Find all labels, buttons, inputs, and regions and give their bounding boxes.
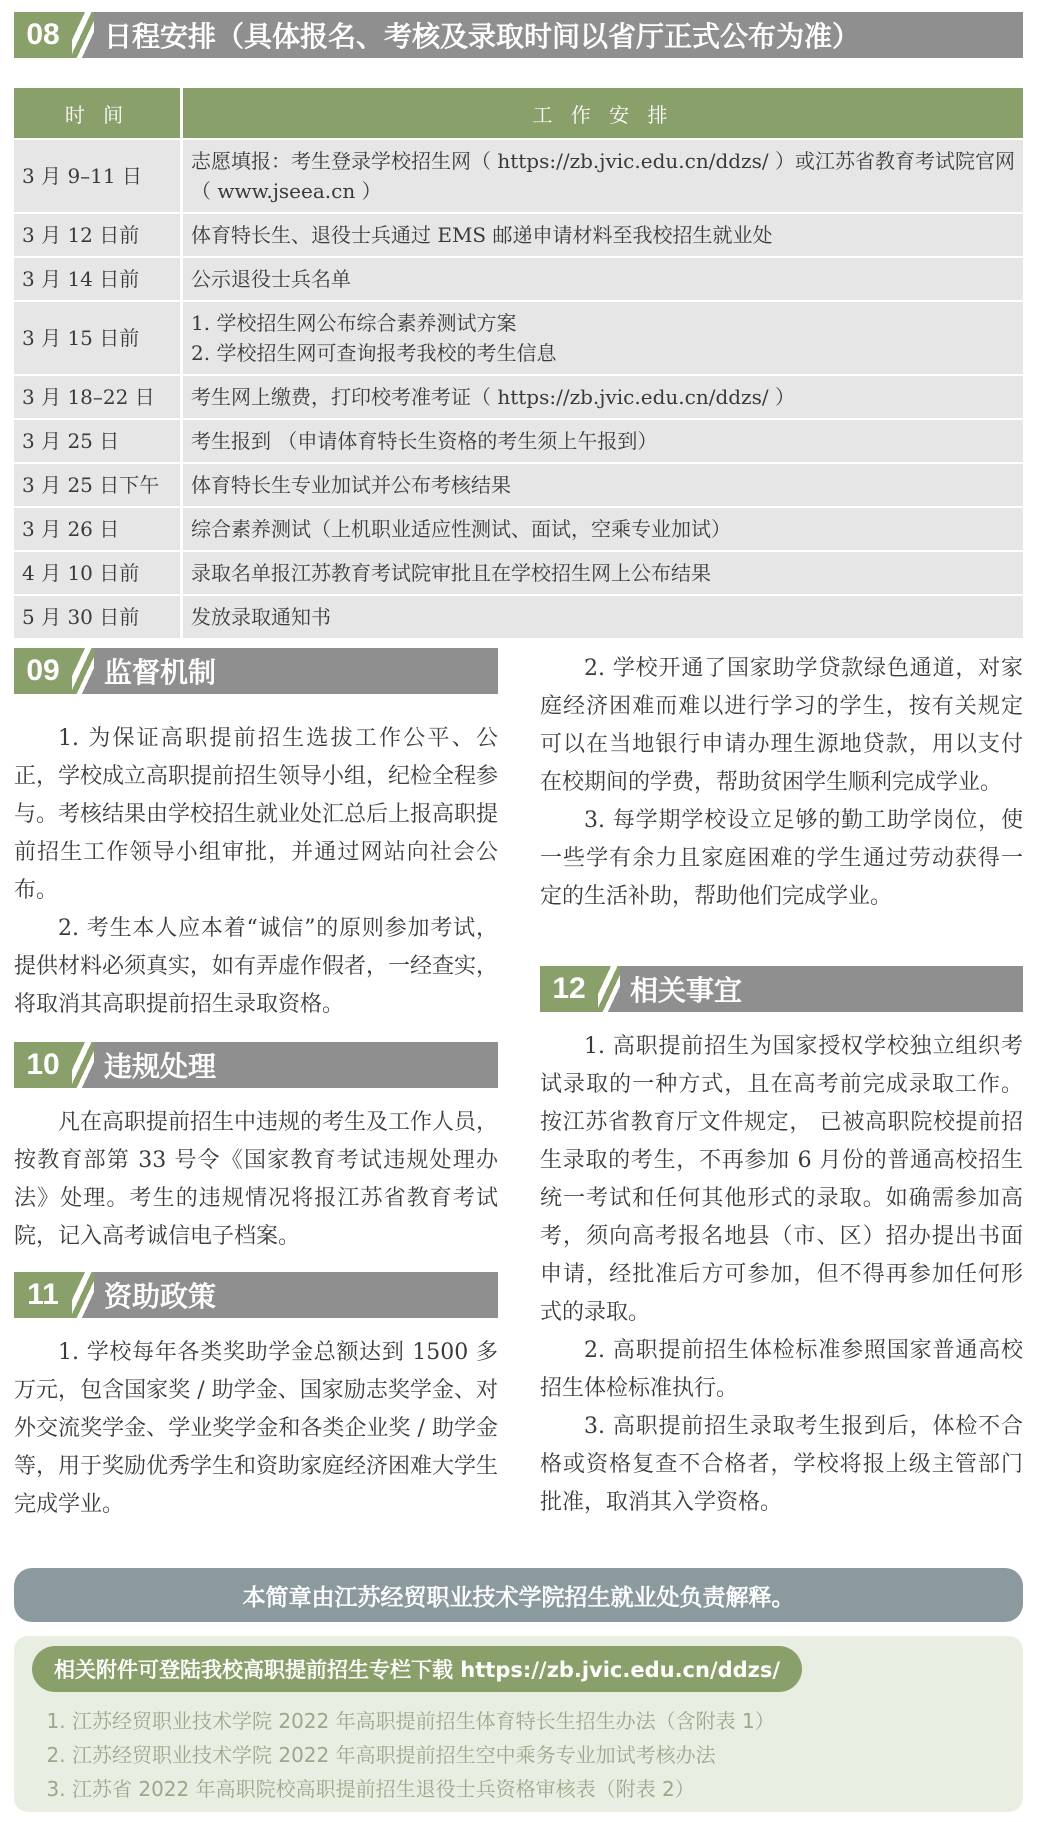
interpretation-notice: 本简章由江苏经贸职业技术学院招生就业处负责解释。 [14, 1568, 1023, 1622]
table-header-time: 时 间 [14, 88, 182, 139]
paragraph: 2. 学校开通了国家助学贷款绿色通道，对家庭经济困难而难以进行学习的学生，按有关规定可以在当地银行申请办理生源地贷款，用以支付在校期间的学费，帮助贫困学生顺利完成学业。 [540, 656, 1023, 795]
cell-task: 体育特长生、退役士兵通过 EMS 邮递申请材料至我校招生就业处 [182, 213, 1024, 257]
table-row [14, 213, 1023, 257]
table-header-task: 工 作 安 排 [182, 88, 1024, 139]
table-row [14, 301, 1023, 375]
cell-task: 志愿填报：考生登录学校招生网（ https://zb.jvic.edu.cn/ddzs/ ）或江苏省教育考试院官网（ www.jseea.cn ） [182, 139, 1024, 213]
cell-task: 综合素养测试（上机职业适应性测试、面试，空乘专业加试） [182, 507, 1024, 551]
attachments-panel [14, 1636, 1023, 1812]
cell-time: 3 月 9–11 日 [14, 139, 182, 213]
slash-decoration [598, 966, 620, 1012]
cell-time: 3 月 14 日前 [14, 257, 182, 301]
section-number: 08 [14, 12, 72, 58]
section-11-header [14, 1272, 498, 1318]
section-title: 日程安排（具体报名、考核及录取时间以省厅正式公布为准） [94, 12, 1023, 58]
section-title: 监督机制 [94, 648, 498, 694]
section-number: 12 [540, 966, 598, 1012]
cell-time: 3 月 25 日 [14, 419, 182, 463]
slash-decoration [72, 12, 94, 58]
section-number: 11 [14, 1272, 72, 1318]
attachments-header: 相关附件可登陆我校高职提前招生专栏下载 https://zb.jvic.edu.cn/ddzs/ [32, 1646, 802, 1692]
table-row [14, 463, 1023, 507]
paragraph: 3. 每学期学校设立足够的勤工助学岗位，使一些学有余力且家庭困难的学生通过劳动获得一定的生活补助，帮助他们完成学业。 [540, 808, 1023, 909]
cell-task: 公示退役士兵名单 [182, 257, 1024, 301]
section-09-body [14, 720, 498, 1024]
slash-decoration [72, 1272, 94, 1318]
cell-time: 5 月 30 日前 [14, 595, 182, 638]
paragraph: 凡在高职提前招生中违规的考生及工作人员，按教育部第 33 号令《国家教育考试违规处理办法》处理。考生的违规情况将报江苏省教育考试院，记入高考诚信电子档案。 [14, 1110, 499, 1249]
table-row [14, 551, 1023, 595]
section-11-continued [540, 650, 1023, 916]
cell-time: 3 月 26 日 [14, 507, 182, 551]
cell-time: 3 月 15 日前 [14, 301, 182, 375]
table-row [14, 595, 1023, 638]
schedule-table [14, 88, 1023, 638]
section-12-body [540, 1028, 1023, 1522]
table-row [14, 507, 1023, 551]
attachment-item[interactable]: 2. 江苏经贸职业技术学院 2022 年高职提前招生空中乘务专业加试考核办法 [72, 1738, 775, 1772]
paragraph: 1. 学校每年各类奖助学金总额达到 1500 多万元，包含国家奖 / 助学金、国家励志奖学金、对外交流奖学金、学业奖学金和各类企业奖 / 助学金等，用于奖励优秀学生和资助家庭经济困难大学生完成学业。 [14, 1340, 499, 1517]
cell-task: 体育特长生专业加试并公布考核结果 [182, 463, 1024, 507]
section-number: 10 [14, 1042, 72, 1088]
cell-time: 3 月 12 日前 [14, 213, 182, 257]
section-09-header [14, 648, 498, 694]
table-row [14, 375, 1023, 419]
attachment-item[interactable]: 3. 江苏省 2022 年高职院校高职提前招生退役士兵资格审核表（附表 2） [72, 1772, 775, 1806]
section-08-header [14, 12, 1023, 58]
cell-task: 考生网上缴费，打印校考准考证（ https://zb.jvic.edu.cn/ddzs/ ） [182, 375, 1024, 419]
cell-task: 考生报到 （申请体育特长生资格的考生须上午报到） [182, 419, 1024, 463]
section-title: 资助政策 [94, 1272, 498, 1318]
table-row [14, 139, 1023, 213]
paragraph: 3. 高职提前招生录取考生报到后，体检不合格或资格复查不合格者，学校将报上级主管部门批准，取消其入学资格。 [540, 1414, 1023, 1515]
paragraph: 2. 考生本人应本着“诚信”的原则参加考试，提供材料必须真实，如有弄虚作假者，一经查实，将取消其高职提前招生录取资格。 [14, 916, 499, 1017]
paragraph: 1. 高职提前招生为国家授权学校独立组织考试录取的一种方式，且在高考前完成录取工作。按江苏省教育厅文件规定， 已被高职院校提前招生录取的考生，不再参加 6 月份的普通高校招生统一考试和任何其他形式的录取。如确需参加高考，须向高考报名地县（市、区）招办提出书面申请，经批准后方可参加，但不得再参加任何形式的录取。 [540, 1034, 1023, 1325]
paragraph: 1. 为保证高职提前招生选拔工作公平、公正，学校成立高职提前招生领导小组，纪检全程参与。考核结果由学校招生就业处汇总后上报高职提前招生工作领导小组审批，并通过网站向社会公布。 [14, 726, 499, 903]
slash-decoration [72, 648, 94, 694]
cell-time: 3 月 18–22 日 [14, 375, 182, 419]
section-10-header [14, 1042, 498, 1088]
cell-task: 发放录取通知书 [182, 595, 1024, 638]
attachments-list [14, 1704, 775, 1806]
section-12-header [540, 966, 1023, 1012]
cell-task: 录取名单报江苏教育考试院审批且在学校招生网上公布结果 [182, 551, 1024, 595]
attachment-item[interactable]: 1. 江苏经贸职业技术学院 2022 年高职提前招生体育特长生招生办法（含附表 1） [72, 1704, 775, 1738]
table-row [14, 419, 1023, 463]
table-row [14, 257, 1023, 301]
section-title: 相关事宜 [620, 966, 1023, 1012]
section-10-body [14, 1104, 498, 1256]
section-11-body [14, 1334, 498, 1524]
cell-task: 1. 学校招生网公布综合素养测试方案 2. 学校招生网可查询报考我校的考生信息 [182, 301, 1024, 375]
cell-time: 4 月 10 日前 [14, 551, 182, 595]
slash-decoration [72, 1042, 94, 1088]
cell-time: 3 月 25 日下午 [14, 463, 182, 507]
section-title: 违规处理 [94, 1042, 498, 1088]
paragraph: 2. 高职提前招生体检标准参照国家普通高校招生体检标准执行。 [540, 1338, 1023, 1401]
section-number: 09 [14, 648, 72, 694]
